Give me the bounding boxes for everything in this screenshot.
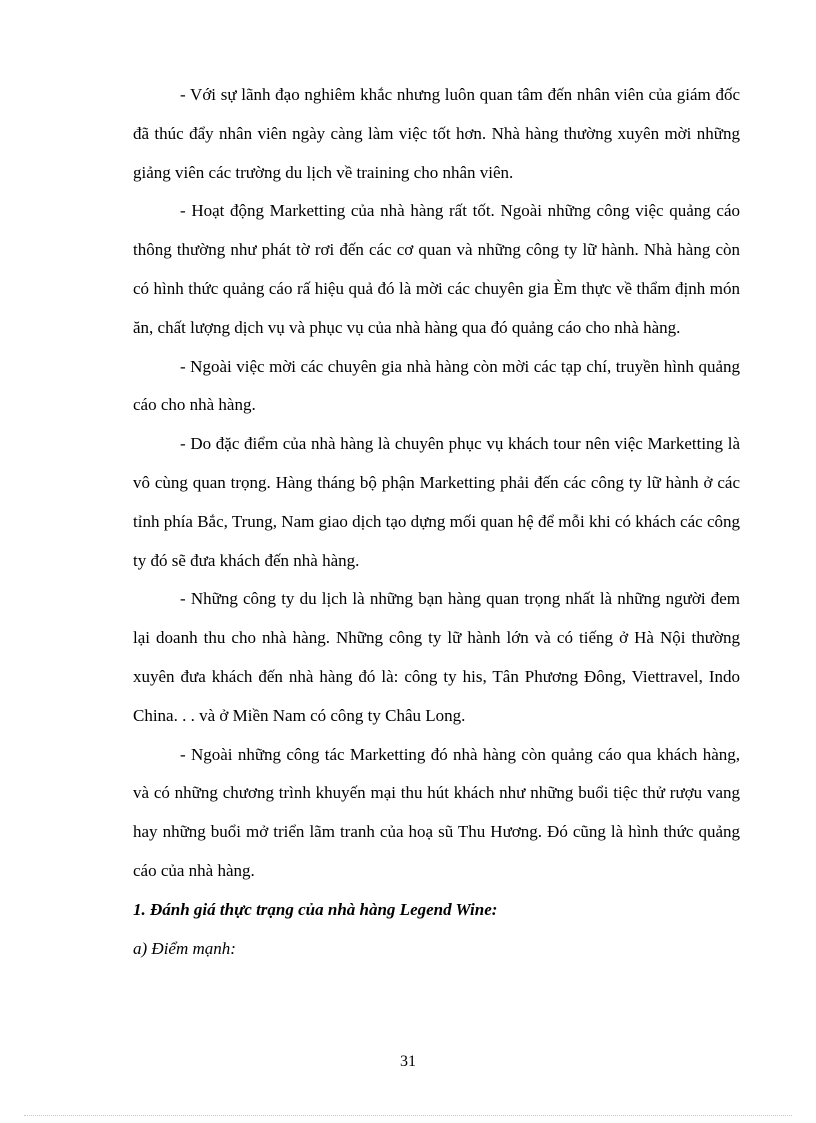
paragraph-customer-promotions: - Ngoài những công tác Marketting đó nhà hàng còn quảng cáo qua khách hàng, và có những chương trình khuyến mại thu hút khách như những buổi tiệc thử rượu vang hay những buổi mở triển lãm tranh của hoạ sũ Thu Hương. Đó cũng là hình thức quảng cáo của nhà hàng.	[133, 744, 740, 880]
paragraph-tour-marketing: - Do đặc điểm của nhà hàng là chuyên phục vụ khách tour nên việc Marketting là vô cùng quan trọng. Hàng tháng bộ phận Marketting phải đến các công ty lữ hành ở các tỉnh phía Bắc, Trung, Nam giao dịch tạo dựng mối quan hệ để mỗi khi có khách các công ty đó sẽ đưa khách đến nhà hàng.	[133, 434, 740, 570]
paragraph-leadership: - Với sự lãnh đạo nghiêm khắc nhưng luôn quan tâm đến nhân viên của giám đốc đã thúc đẩy nhân viên ngày càng làm việc tốt hơn. Nhà hàng thường xuyên mời những giảng viên các trường du lịch về training cho nhân viên.	[133, 85, 740, 182]
paragraph-marketing-activity: - Hoạt động Marketting của nhà hàng rất tốt. Ngoài những công việc quảng cáo thông thường như phát tờ rơi đến các cơ quan và những công ty lữ hành. Nhà hàng còn có hình thức quảng cáo rấ hiệu quả đó là mời các chuyên gia Èm thực về thẩm định món ăn, chất lượng dịch vụ và phục vụ của nhà hàng qua đó quảng cáo cho nhà hàng.	[133, 201, 740, 337]
section-subheading: a) Điểm mạnh:	[133, 938, 236, 958]
paragraph-travel-partners: - Những công ty du lịch là những bạn hàng quan trọng nhất là những người đem lại doanh thu cho nhà hàng. Những công ty lữ hành lớn và có tiếng ở Hà Nội thường xuyên đưa khách đến nhà hàng đó là: công ty his, Tân Phương Đông, Viettravel, Indo China. . . và ở Miền Nam có công ty Châu Long.	[133, 589, 740, 725]
page-bottom-border	[24, 1115, 792, 1116]
page-number: 31	[400, 1053, 416, 1070]
section-heading: 1. Đánh giá thực trạng của nhà hàng Legend Wine:	[133, 899, 498, 919]
paragraph-media-advertising: - Ngoài việc mời các chuyên gia nhà hàng còn mời các tạp chí, truyền hình quảng cáo cho nhà hàng.	[133, 356, 740, 415]
document-body	[133, 76, 740, 968]
